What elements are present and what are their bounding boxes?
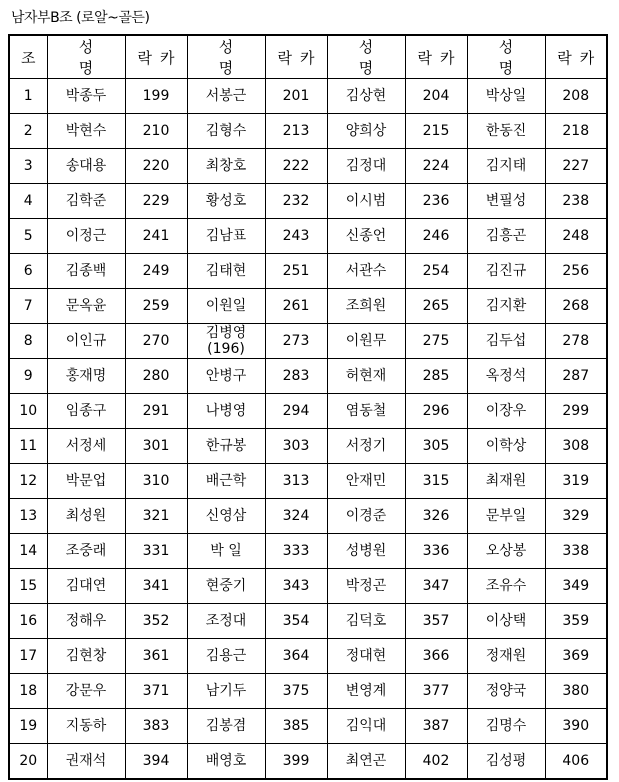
- locker-number: 296: [405, 394, 467, 429]
- member-name: 나병영: [187, 394, 265, 429]
- locker-number: 291: [125, 394, 187, 429]
- locker-number: 383: [125, 709, 187, 744]
- member-name: 최재원: [467, 464, 545, 499]
- member-name: 김형수: [187, 114, 265, 149]
- member-name: 최창호: [187, 149, 265, 184]
- member-name: 최성원: [47, 499, 125, 534]
- locker-number: 369: [545, 639, 607, 674]
- locker-number: 387: [405, 709, 467, 744]
- member-name: [187, 324, 265, 359]
- member-name: 이시범: [327, 184, 405, 219]
- locker-number: 321: [125, 499, 187, 534]
- locker-number: 199: [125, 79, 187, 114]
- locker-number: 305: [405, 429, 467, 464]
- member-name: 김태현: [187, 254, 265, 289]
- member-name: 김두섭: [467, 324, 545, 359]
- member-name-note: (196): [207, 341, 245, 357]
- group-number: 10: [9, 394, 47, 429]
- table-row: [9, 429, 607, 464]
- locker-number: 278: [545, 324, 607, 359]
- locker-number: 261: [265, 289, 327, 324]
- member-name: 정재원: [467, 639, 545, 674]
- member-name: 이학상: [467, 429, 545, 464]
- table-header-row: [9, 35, 607, 79]
- member-name: 조중래: [47, 534, 125, 569]
- locker-number: 333: [265, 534, 327, 569]
- member-name: 강문우: [47, 674, 125, 709]
- locker-number: 273: [265, 324, 327, 359]
- locker-number: 324: [265, 499, 327, 534]
- member-name: 김정대: [327, 149, 405, 184]
- locker-number: 236: [405, 184, 467, 219]
- member-name: 옥정석: [467, 359, 545, 394]
- member-name: 성병원: [327, 534, 405, 569]
- member-name: 김익대: [327, 709, 405, 744]
- member-name: 박상일: [467, 79, 545, 114]
- locker-number: 406: [545, 744, 607, 780]
- group-number: 12: [9, 464, 47, 499]
- member-name: 이인규: [47, 324, 125, 359]
- member-name: 김현창: [47, 639, 125, 674]
- member-name: 현중기: [187, 569, 265, 604]
- member-name: 김용근: [187, 639, 265, 674]
- locker-number: 220: [125, 149, 187, 184]
- locker-number: 352: [125, 604, 187, 639]
- group-number: 20: [9, 744, 47, 780]
- locker-number: 248: [545, 219, 607, 254]
- group-number: 7: [9, 289, 47, 324]
- group-number: 3: [9, 149, 47, 184]
- header-number: 락카: [265, 35, 327, 79]
- locker-number: 259: [125, 289, 187, 324]
- locker-number: 313: [265, 464, 327, 499]
- header-name: 성 명: [187, 35, 265, 79]
- group-number: 11: [9, 429, 47, 464]
- member-name: 박정곤: [327, 569, 405, 604]
- member-name: 정대현: [327, 639, 405, 674]
- member-name: 배근학: [187, 464, 265, 499]
- member-name: 김흥곤: [467, 219, 545, 254]
- locker-number: 380: [545, 674, 607, 709]
- table-row: [9, 464, 607, 499]
- table-row: [9, 219, 607, 254]
- member-name-text: 김병영: [205, 325, 247, 341]
- member-name: 이상택: [467, 604, 545, 639]
- locker-number: 326: [405, 499, 467, 534]
- locker-number: 285: [405, 359, 467, 394]
- locker-number: 375: [265, 674, 327, 709]
- member-name: 김지환: [467, 289, 545, 324]
- locker-number: 377: [405, 674, 467, 709]
- locker-number: 241: [125, 219, 187, 254]
- locker-number: 310: [125, 464, 187, 499]
- table-row: [9, 744, 607, 780]
- member-name: 최연곤: [327, 744, 405, 780]
- table-row: [9, 254, 607, 289]
- locker-number: 243: [265, 219, 327, 254]
- locker-number: 204: [405, 79, 467, 114]
- locker-number: 215: [405, 114, 467, 149]
- member-name: 남기두: [187, 674, 265, 709]
- table-row: [9, 394, 607, 429]
- member-name: 양희상: [327, 114, 405, 149]
- locker-number: 303: [265, 429, 327, 464]
- member-name: 변필성: [467, 184, 545, 219]
- member-name: 허현재: [327, 359, 405, 394]
- locker-number: 222: [265, 149, 327, 184]
- member-name: 박종두: [47, 79, 125, 114]
- table-row: [9, 499, 607, 534]
- locker-number: 343: [265, 569, 327, 604]
- member-name: 정해우: [47, 604, 125, 639]
- locker-number: 361: [125, 639, 187, 674]
- member-name: 권재석: [47, 744, 125, 780]
- member-name: 안재민: [327, 464, 405, 499]
- member-name: 이경준: [327, 499, 405, 534]
- member-name: 이장우: [467, 394, 545, 429]
- group-number: 19: [9, 709, 47, 744]
- header-group: 조: [9, 35, 47, 79]
- locker-number: 287: [545, 359, 607, 394]
- member-name: 조희원: [327, 289, 405, 324]
- member-name: 지동하: [47, 709, 125, 744]
- member-name: 문부일: [467, 499, 545, 534]
- locker-number: 394: [125, 744, 187, 780]
- locker-number: 294: [265, 394, 327, 429]
- locker-number: 251: [265, 254, 327, 289]
- locker-number: 402: [405, 744, 467, 780]
- group-number: 5: [9, 219, 47, 254]
- member-name: 배영호: [187, 744, 265, 780]
- locker-number: 246: [405, 219, 467, 254]
- locker-number: 232: [265, 184, 327, 219]
- member-name: 김명수: [467, 709, 545, 744]
- locker-number: 227: [545, 149, 607, 184]
- group-number: 1: [9, 79, 47, 114]
- locker-number: 265: [405, 289, 467, 324]
- member-name: 김성평: [467, 744, 545, 780]
- table-row: [9, 324, 607, 359]
- member-name: 염동철: [327, 394, 405, 429]
- locker-number: 275: [405, 324, 467, 359]
- locker-number: 308: [545, 429, 607, 464]
- member-name: 신영삼: [187, 499, 265, 534]
- locker-number: 390: [545, 709, 607, 744]
- member-name: 서관수: [327, 254, 405, 289]
- table-row: [9, 184, 607, 219]
- group-number: 4: [9, 184, 47, 219]
- member-name: 이정근: [47, 219, 125, 254]
- locker-number: 399: [265, 744, 327, 780]
- locker-number: 347: [405, 569, 467, 604]
- locker-number: 213: [265, 114, 327, 149]
- table-row: [9, 114, 607, 149]
- locker-number: 208: [545, 79, 607, 114]
- group-number: 9: [9, 359, 47, 394]
- locker-number: 210: [125, 114, 187, 149]
- header-number: 락카: [405, 35, 467, 79]
- locker-number: 371: [125, 674, 187, 709]
- member-name: 박현수: [47, 114, 125, 149]
- page-title: 남자부B조 (로알~골든): [11, 10, 150, 26]
- table-row: [9, 604, 607, 639]
- locker-number: 359: [545, 604, 607, 639]
- header-name: 성 명: [327, 35, 405, 79]
- locker-number: 270: [125, 324, 187, 359]
- header-name: 성 명: [467, 35, 545, 79]
- member-name: 조유수: [467, 569, 545, 604]
- header-name: 성 명: [47, 35, 125, 79]
- member-name: 조정대: [187, 604, 265, 639]
- member-name: 황성호: [187, 184, 265, 219]
- locker-number: 280: [125, 359, 187, 394]
- locker-number: 256: [545, 254, 607, 289]
- locker-number: 201: [265, 79, 327, 114]
- table-row: [9, 639, 607, 674]
- member-name: 김대연: [47, 569, 125, 604]
- member-name: 정양국: [467, 674, 545, 709]
- member-name: 서봉근: [187, 79, 265, 114]
- locker-number: 385: [265, 709, 327, 744]
- locker-number: 224: [405, 149, 467, 184]
- member-name: 김상현: [327, 79, 405, 114]
- locker-number: 283: [265, 359, 327, 394]
- member-name: 김덕호: [327, 604, 405, 639]
- locker-number: 238: [545, 184, 607, 219]
- locker-number: 299: [545, 394, 607, 429]
- member-name: 서정세: [47, 429, 125, 464]
- locker-number: 315: [405, 464, 467, 499]
- locker-number: 319: [545, 464, 607, 499]
- member-name: 김지태: [467, 149, 545, 184]
- locker-number: 229: [125, 184, 187, 219]
- locker-number: 268: [545, 289, 607, 324]
- group-number: 8: [9, 324, 47, 359]
- member-name: 박문업: [47, 464, 125, 499]
- member-name: 박 일: [187, 534, 265, 569]
- locker-number: 249: [125, 254, 187, 289]
- member-name: 임종구: [47, 394, 125, 429]
- table-row: [9, 359, 607, 394]
- locker-number: 336: [405, 534, 467, 569]
- locker-roster-table: [8, 34, 608, 780]
- member-name: 한규봉: [187, 429, 265, 464]
- locker-number: 366: [405, 639, 467, 674]
- table-row: [9, 149, 607, 184]
- member-name: 신종언: [327, 219, 405, 254]
- member-name: 한동진: [467, 114, 545, 149]
- table-row: [9, 674, 607, 709]
- member-name: 김남표: [187, 219, 265, 254]
- table-row: [9, 709, 607, 744]
- group-number: 13: [9, 499, 47, 534]
- member-name: 홍재명: [47, 359, 125, 394]
- table-row: [9, 79, 607, 114]
- locker-number: 301: [125, 429, 187, 464]
- locker-number: 364: [265, 639, 327, 674]
- member-name: 김학준: [47, 184, 125, 219]
- member-name: 안병구: [187, 359, 265, 394]
- locker-number: 349: [545, 569, 607, 604]
- member-name: 오상봉: [467, 534, 545, 569]
- member-name: 변영계: [327, 674, 405, 709]
- member-name: 김봉겸: [187, 709, 265, 744]
- member-name: 이원무: [327, 324, 405, 359]
- group-number: 16: [9, 604, 47, 639]
- group-number: 15: [9, 569, 47, 604]
- group-number: 2: [9, 114, 47, 149]
- locker-number: 341: [125, 569, 187, 604]
- group-number: 14: [9, 534, 47, 569]
- group-number: 6: [9, 254, 47, 289]
- member-name: 이원일: [187, 289, 265, 324]
- member-name: 김진규: [467, 254, 545, 289]
- locker-number: 254: [405, 254, 467, 289]
- table-row: [9, 534, 607, 569]
- table-row: [9, 569, 607, 604]
- group-number: 17: [9, 639, 47, 674]
- locker-number: 357: [405, 604, 467, 639]
- locker-number: 331: [125, 534, 187, 569]
- member-name: 서정기: [327, 429, 405, 464]
- locker-number: 354: [265, 604, 327, 639]
- member-name: 김종백: [47, 254, 125, 289]
- locker-number: 218: [545, 114, 607, 149]
- locker-number: 338: [545, 534, 607, 569]
- locker-number: 329: [545, 499, 607, 534]
- table-row: [9, 289, 607, 324]
- group-number: 18: [9, 674, 47, 709]
- header-number: 락카: [545, 35, 607, 79]
- header-number: 락카: [125, 35, 187, 79]
- member-name: 문옥윤: [47, 289, 125, 324]
- member-name: 송대용: [47, 149, 125, 184]
